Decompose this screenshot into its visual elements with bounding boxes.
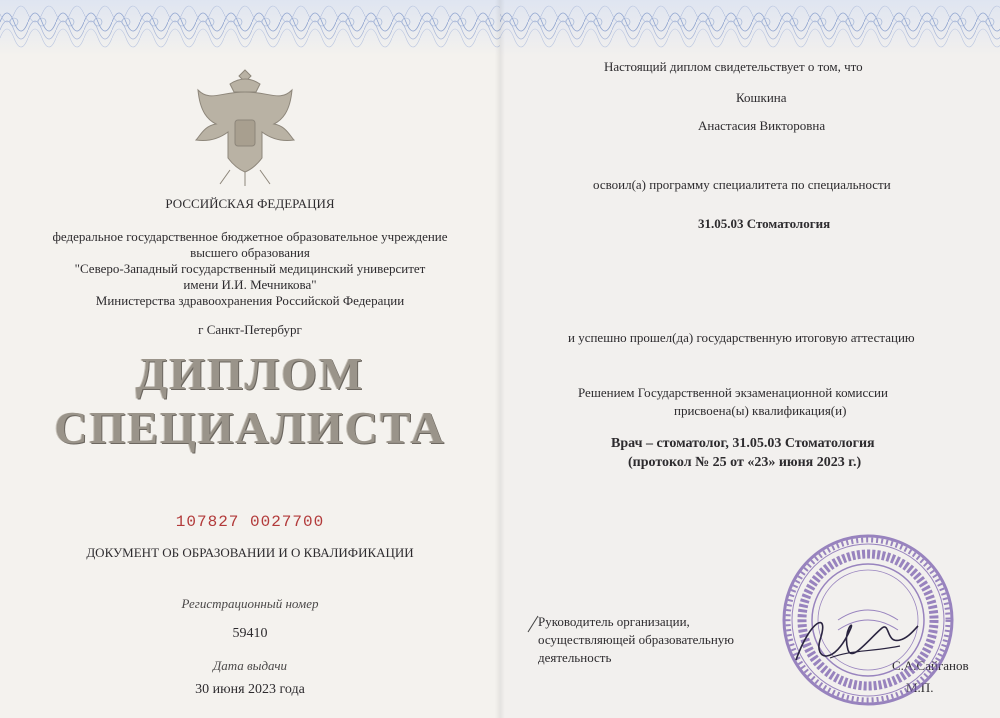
head-of-organization-label: осуществляющей образовательную <box>538 632 734 647</box>
protocol: (протокол № 25 от «23» июня 2023 г.) <box>628 455 862 470</box>
attestation-text: и успешно прошел(да) государственную итоговую аттестацию <box>568 330 915 345</box>
guilloche-border <box>500 0 1000 56</box>
diploma-subtitle: СПЕЦИАЛИСТА <box>54 402 446 453</box>
institution-line: Министерства здравоохранения Российской Федерации <box>95 293 405 308</box>
issue-date: 30 июня 2023 года <box>195 682 305 697</box>
program-text: освоил(а) программу специалитета по специальности <box>593 177 891 192</box>
qualification: Врач – стоматолог, 31.05.03 Стоматология <box>611 436 875 451</box>
handwritten-signature <box>790 600 920 680</box>
graduate-given-names: Анастасия Викторовна <box>698 118 826 133</box>
qualification-assigned-text: присвоена(ы) квалификация(и) <box>674 403 847 418</box>
head-of-organization-label: деятельность <box>538 650 612 665</box>
specialty: 31.05.03 Стоматология <box>698 216 831 231</box>
city: г Санкт-Петербург <box>198 322 302 337</box>
registration-number-label: Регистрационный номер <box>181 596 319 611</box>
graduate-surname: Кошкина <box>736 90 787 105</box>
commission-decision: Решением Государственной экзаменационной комиссии <box>578 385 888 400</box>
guilloche-border <box>0 0 500 56</box>
country-name: РОССИЙСКАЯ ФЕДЕРАЦИЯ <box>165 196 335 211</box>
page-fold <box>495 0 505 718</box>
institution-line: высшего образования <box>190 245 310 260</box>
seal-label: М.П. <box>906 680 934 695</box>
head-of-organization-label: Руководитель организации, <box>538 614 690 629</box>
registration-number: 59410 <box>232 626 268 641</box>
document-type: ДОКУМЕНТ ОБ ОБРАЗОВАНИИ И О КВАЛИФИКАЦИИ <box>86 545 414 560</box>
coat-of-arms-emblem <box>190 62 300 192</box>
intro-text: Настоящий диплом свидетельствует о том, что <box>604 59 863 74</box>
diploma-title: ДИПЛОМ <box>135 348 365 399</box>
institution-line: "Северо-Западный государственный медицинский университет <box>74 261 426 276</box>
issue-date-label: Дата выдачи <box>212 658 288 673</box>
institution-line: имени И.И. Мечникова" <box>183 277 317 292</box>
serial-number: 107827 0027700 <box>175 513 325 531</box>
head-name: С.А.Сайганов <box>892 658 969 673</box>
institution-line: федеральное государственное бюджетное образовательное учреждение <box>52 229 448 244</box>
